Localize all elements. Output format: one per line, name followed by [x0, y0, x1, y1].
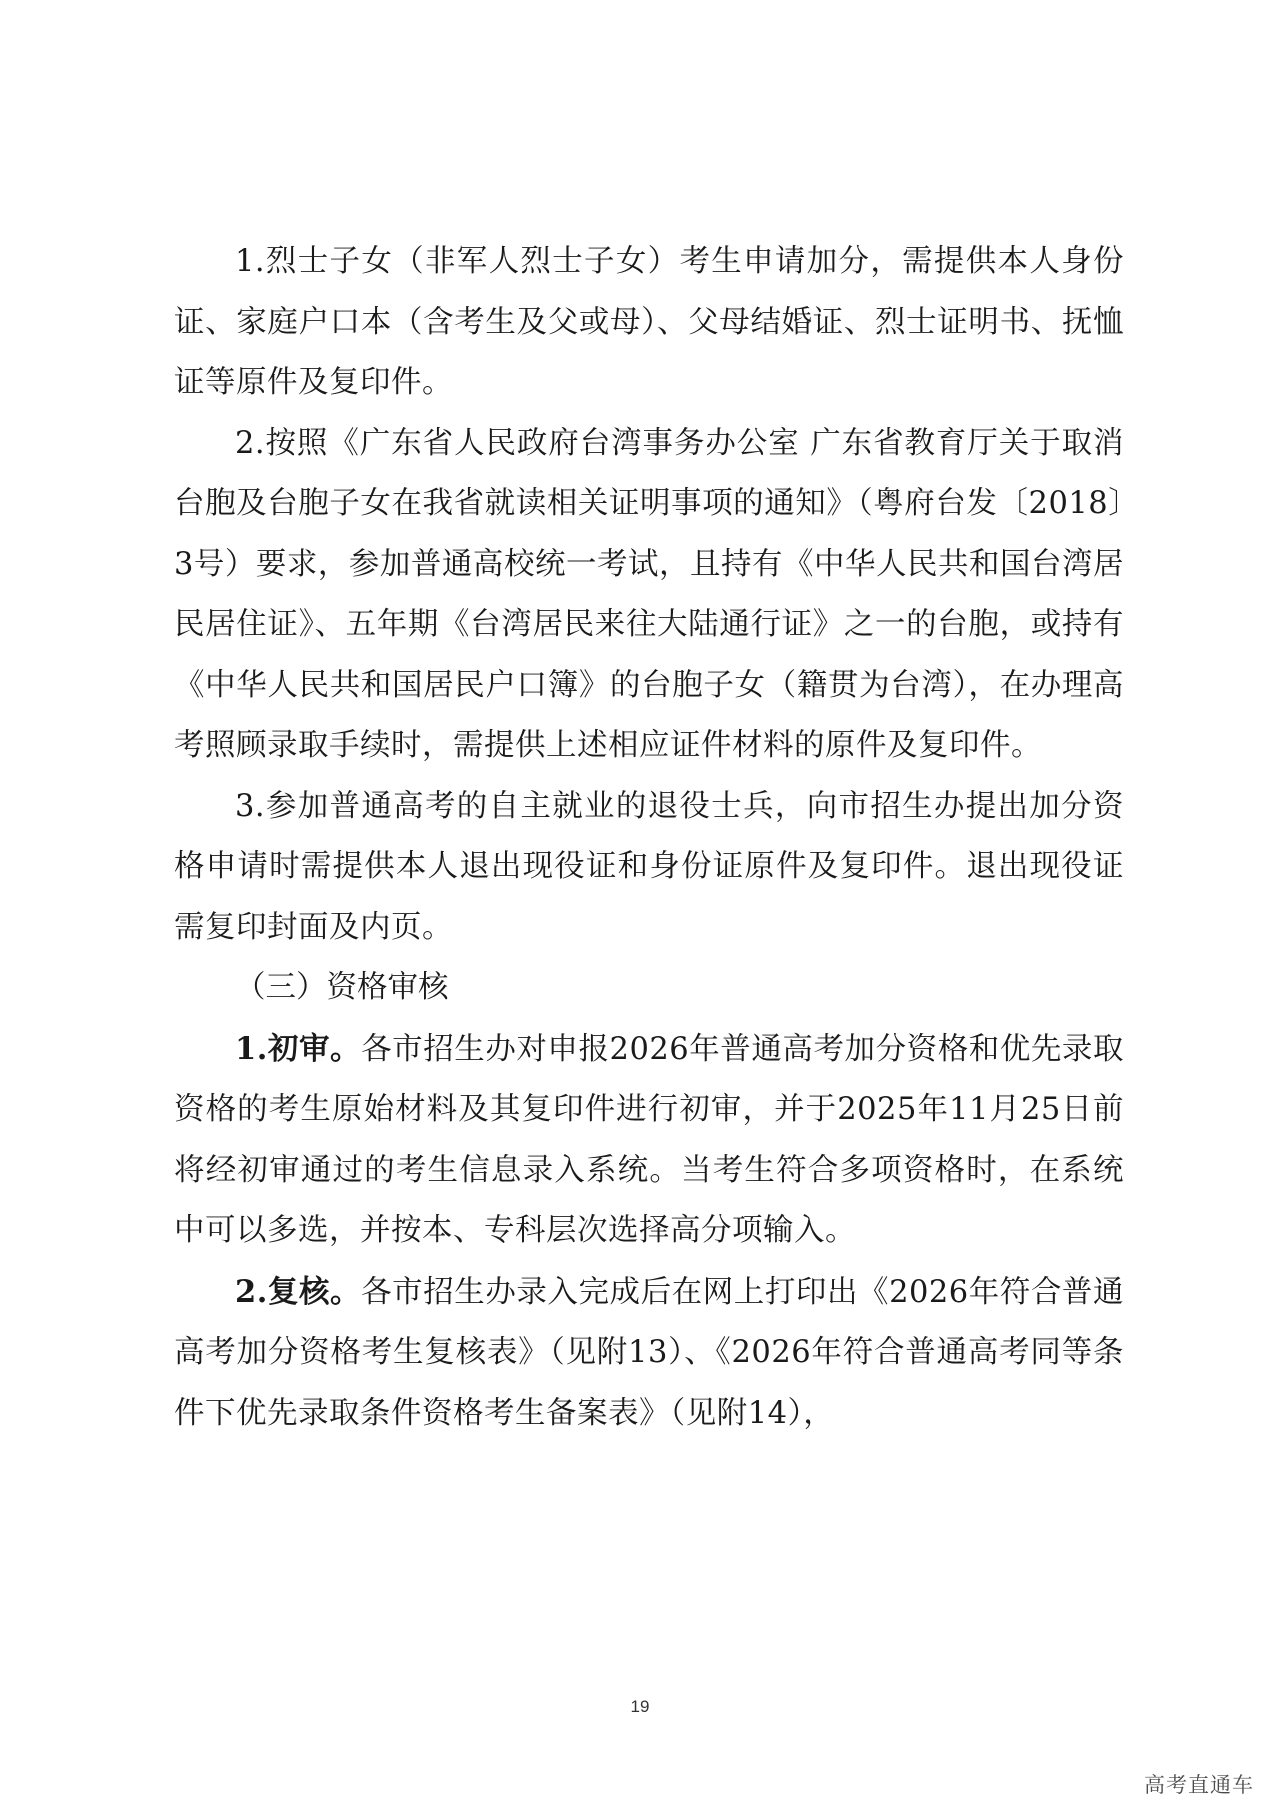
document-body [174, 232, 1124, 1444]
paragraph-lead: 2.复核。 [235, 1273, 362, 1310]
paragraph-martyr-children [174, 232, 1124, 414]
paragraph-lead: 1.初审。 [235, 1030, 362, 1067]
paragraph-retired-soldiers [174, 777, 1124, 959]
paragraph-text: 各市招生办对申报2026年普通高考加分资格和优先录取资格的考生原始材料及其复印件进行初审，并于2025年11月25日前将经初审通过的考生信息录入系统。当考生符合多项资格时，在系统中可以多选，并按本、专科层次选择高分项输入。 [174, 1031, 1124, 1248]
page-number: 19 [630, 1697, 650, 1716]
paragraph-text: 2.按照《广东省人民政府台湾事务办公室 广东省教育厅关于取消台胞及台胞子女在我省就读相关证明事项的通知》（粤府台发〔2018〕3号）要求，参加普通高校统一考试，且持有《中华人民共和国台湾居民居住证》、五年期《台湾居民来往大陆通行证》之一的台胞，或持有《中华人民共和国居民户口簿》的台胞子女（籍贯为台湾），在办理高考照顾录取手续时，需提供上述相应证件材料的原件及复印件。 [174, 425, 1124, 763]
paragraph-text: 各市招生办录入完成后在网上打印出《2026年符合普通高考加分资格考生复核表》（见附13）、《2026年符合普通高考同等条件下优先录取条件资格考生备案表》（见附14）， [174, 1274, 1124, 1431]
paragraph-text: 1.烈士子女（非军人烈士子女）考生申请加分，需提供本人身份证、家庭户口本（含考生及父或母）、父母结婚证、烈士证明书、抚恤证等原件及复印件。 [174, 244, 1124, 400]
paragraph-initial-review [174, 1019, 1124, 1262]
paragraph-text: 3.参加普通高考的自主就业的退役士兵，向市招生办提出加分资格申请时需提供本人退出现役证和身份证原件及复印件。退出现役证需复印封面及内页。 [174, 788, 1124, 945]
section-heading: （三）资格审核 [235, 970, 449, 1005]
paragraph-taiwan-compatriots [174, 414, 1124, 777]
watermark: 高考直通车 [1144, 1773, 1254, 1797]
paragraph-re-review [174, 1262, 1124, 1445]
